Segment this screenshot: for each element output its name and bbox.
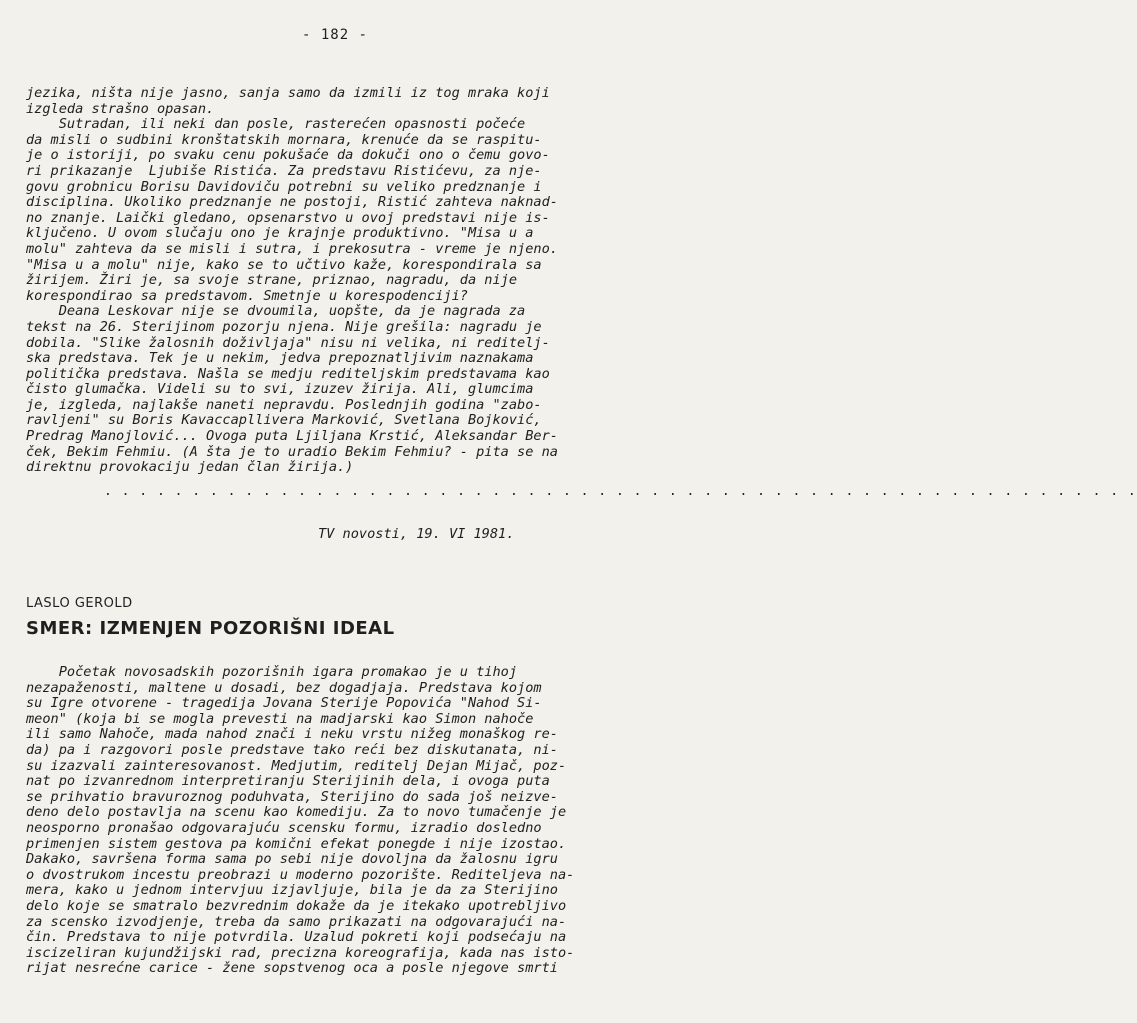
text-line: no znanje. Laički gledano, opsenarstvo u ovoj predstavi nije is- xyxy=(26,209,550,226)
text-line: deno delo postavlja na scenu kao komediju. Za to novo tumačenje je xyxy=(26,804,567,821)
text-line: su izazvali zainteresovanost. Medjutim, reditelj Dejan Mijač, poz- xyxy=(26,757,567,774)
text-line: Deana Leskovar nije se dvoumila, uopšte, da je nagrada za xyxy=(26,303,526,320)
text-line: neosporno pronašao odgovarajuću scensku formu, izradio dosledno xyxy=(26,819,542,836)
text-line: su Igre otvorene - tragedija Jovana Sterije Popovića "Nahod Si- xyxy=(26,695,542,712)
text-line: da) pa i razgovori posle predstave tako reći bez diskutanata, ni- xyxy=(26,741,558,758)
text-line: "Misa u a molu" nije, kako se to učtivo kaže, korespondirala sa xyxy=(26,256,542,273)
text-line: rijat nesrećne carice - žene sopstvenog oca a posle njegove smrti xyxy=(26,960,558,977)
text-line: nat po izvanrednom interpretiranju Sterijinih dela, i ovoga puta xyxy=(26,773,550,790)
text-line: čisto glumačka. Videli su to svi, izuzev žirija. Ali, glumcima xyxy=(26,381,534,398)
article-1-body xyxy=(26,86,638,476)
text-line: o dvostrukom incestu preobrazi u moderno pozorište. Rediteljeva na- xyxy=(26,866,575,883)
text-line: da misli o sudbini kronštatskih mornara, krenuće da se raspitu- xyxy=(26,131,542,148)
article-1-source: TV novosti, 19. VI 1981. xyxy=(318,526,515,542)
text-line: ravljeni" su Boris Kavaccapllivera Marković, Svetlana Bojković, xyxy=(26,412,542,429)
text-line: ri prikazanje Ljubiše Ristića. Za predstavu Ristićevu, za nje- xyxy=(26,162,542,179)
article-2-author: LASLO GEROLD xyxy=(26,596,133,611)
text-line: govu grobnicu Borisu Davidoviču potrebni su veliko predznanje i xyxy=(26,178,542,195)
text-line: politička predstava. Našla se medju rediteljskim predstavama kao xyxy=(26,365,550,382)
text-line: žirijem. Žiri je, sa svoje strane, priznao, nagradu, da nije xyxy=(26,272,518,289)
text-line: ili samo Nahoče, mada nahod znači i neku vrstu nižeg monaškog re- xyxy=(26,726,558,743)
text-line: izgleda strašno opasan. xyxy=(26,100,215,117)
text-line: delo koje se smatralo bezvrednim dokaže da je itekako upotrebljivo xyxy=(26,897,567,914)
text-line: mera, kako u jednom intervjuu izjavljuje, bila je da za Sterijino xyxy=(26,882,558,899)
text-line: je, izgleda, najlakše naneti nepravdu. Poslednjih godina "zabo- xyxy=(26,396,542,413)
text-line: iscizeliran kujundžijski rad, precizna koreografija, kada nas isto- xyxy=(26,944,575,961)
text-line: korespondirao sa predstavom. Smetnje u korespodenciji? xyxy=(26,287,468,304)
text-line: ska predstava. Tek je u nekim, jedva prepoznatljivim naznakama xyxy=(26,350,534,367)
article-2-title: SMER: IZMENJEN POZORIŠNI IDEAL xyxy=(26,618,395,639)
text-line: dobila. "Slike žalosnih doživljaja" nisu ni velika, ni reditelj- xyxy=(26,334,550,351)
text-line: ček, Bekim Fehmiu. (A šta je to uradio Bekim Fehmiu? - pita se na xyxy=(26,443,558,460)
text-line: se prihvatio bravuroznog poduhvata, Sterijino do sada još neizve- xyxy=(26,788,558,805)
text-line: Dakako, savršena forma sama po sebi nije dovoljna da žalosnu igru xyxy=(26,851,558,868)
text-line: molu" zahteva da se misli i sutra, i prekosutra - vreme je njeno. xyxy=(26,240,558,257)
text-line: čin. Predstava to nije potvrdila. Uzalud pokreti koji podsećaju na xyxy=(26,929,567,946)
text-line: nezapaženosti, maltene u dosadi, bez dogadjaja. Predstava kojom xyxy=(26,679,542,696)
text-line: direktnu provokaciju jedan član žirija.) xyxy=(26,459,354,476)
text-line: Početak novosadskih pozorišnih igara promakao je u tihoj xyxy=(26,664,518,680)
text-line: tekst na 26. Sterijinom pozorju njena. Nije grešila: nagradu je xyxy=(26,318,542,335)
text-line: disciplina. Ukoliko predznanje ne postoji, Ristić zahteva naknad- xyxy=(26,194,558,211)
text-line: Sutradan, ili neki dan posle, rasterećen opasnosti počeće xyxy=(26,116,526,133)
text-line: jezika, ništa nije jasno, sanja samo da izmili iz tog mraka koji xyxy=(26,85,550,101)
text-line: primenjen sistem gestova pa komični efekat ponegde i nije izostao. xyxy=(26,835,567,852)
page-number: - 182 - xyxy=(301,27,368,43)
separator-dots: . . . . . . . . . . . . . . . . . . . . . . . . . . . . . . . . . . . . . . . . . . . . . . . . . . . . . . . . . . . xyxy=(104,484,1137,499)
text-line: Predrag Manojlović... Ovoga puta Ljiljana Krstić, Aleksandar Ber- xyxy=(26,428,558,445)
article-2-body xyxy=(26,665,638,977)
text-line: ključeno. U ovom slučaju ono je krajnje produktivno. "Misa u a xyxy=(26,225,534,242)
text-line: za scensko izvodjenje, treba da samo prikazati na odgovarajući na- xyxy=(26,913,567,930)
text-line: meon" (koja bi se mogla prevesti na madjarski kao Simon nahoče xyxy=(26,710,534,727)
text-line: je o istoriji, po svaku cenu pokušaće da dokuči ono o čemu govo- xyxy=(26,147,550,164)
